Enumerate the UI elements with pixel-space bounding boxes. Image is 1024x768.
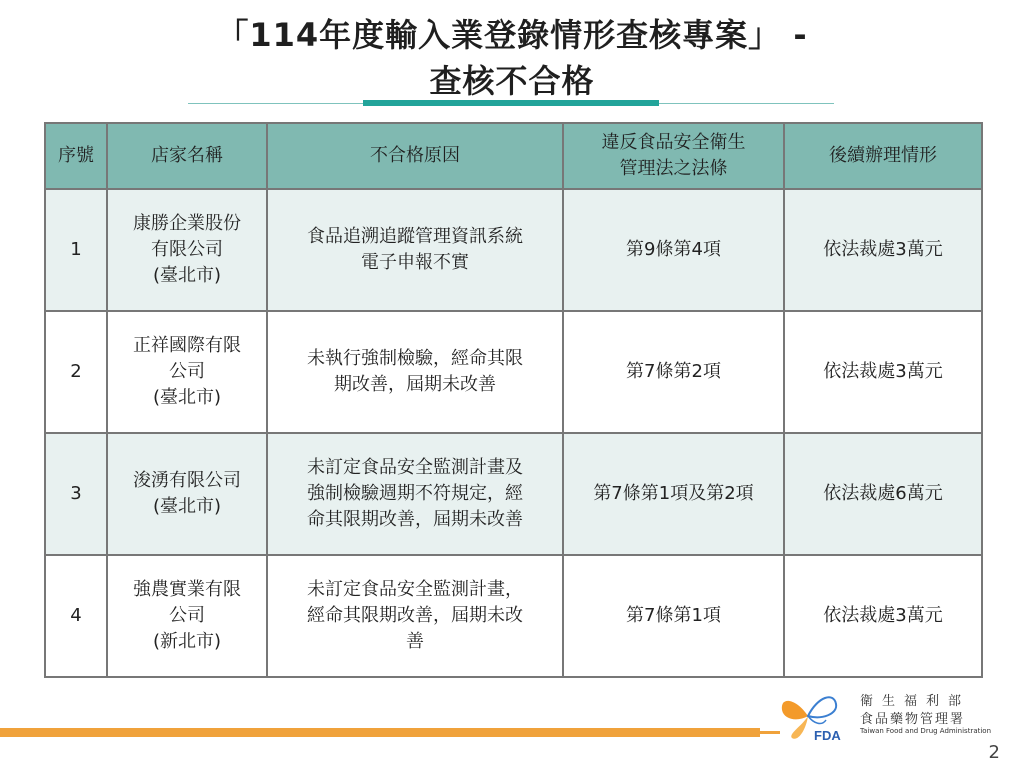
cell-follow-up: 依法裁處3萬元 xyxy=(784,311,982,433)
org-name-english: Taiwan Food and Drug Administration xyxy=(860,727,992,735)
cell-serial-no: 1 xyxy=(45,189,107,311)
cell-business-name: 康勝企業股份 有限公司 (臺北市) xyxy=(107,189,267,311)
fda-logo xyxy=(778,690,992,742)
cell-violated-law: 第9條第4項 xyxy=(563,189,784,311)
org-name-ministry: 衛生福利部 xyxy=(860,694,971,709)
cell-serial-no: 2 xyxy=(45,311,107,433)
cell-follow-up: 依法裁處3萬元 xyxy=(784,555,982,677)
header-follow-up: 後續辦理情形 xyxy=(784,123,982,189)
table-row xyxy=(45,433,982,555)
slide-title xyxy=(0,12,1024,104)
cell-business-name: 正祥國際有限 公司 (臺北市) xyxy=(107,311,267,433)
table-row xyxy=(45,311,982,433)
logo-mark-text: FDA xyxy=(814,728,841,742)
cell-follow-up: 依法裁處3萬元 xyxy=(784,189,982,311)
cell-serial-no: 4 xyxy=(45,555,107,677)
cell-serial-no: 3 xyxy=(45,433,107,555)
cell-failure-reason: 未執行強制檢驗，經命其限 期改善，屆期未改善 xyxy=(267,311,563,433)
footer-accent-bar xyxy=(0,728,760,737)
title-accent-bar xyxy=(363,100,659,106)
butterfly-logo-icon xyxy=(778,690,848,742)
header-failure-reason: 不合格原因 xyxy=(267,123,563,189)
header-serial-no: 序號 xyxy=(45,123,107,189)
cell-violated-law: 第7條第2項 xyxy=(563,311,784,433)
footer-accent-tail xyxy=(760,731,780,734)
cell-failure-reason: 食品追溯追蹤管理資訊系統 電子申報不實 xyxy=(267,189,563,311)
table-header-row xyxy=(45,123,982,189)
cell-violated-law: 第7條第1項及第2項 xyxy=(563,433,784,555)
cell-failure-reason: 未訂定食品安全監測計畫， 經命其限期改善，屆期未改 善 xyxy=(267,555,563,677)
org-name-agency: 食品藥物管理署 xyxy=(860,712,966,727)
slide-title-line-1: 「114年度輸入業登錄情形查核專案」 - xyxy=(216,16,808,54)
table-row xyxy=(45,555,982,677)
cell-failure-reason: 未訂定食品安全監測計畫及 強制檢驗週期不符規定，經 命其限期改善，屆期未改善 xyxy=(267,433,563,555)
table-row xyxy=(45,189,982,311)
cell-follow-up: 依法裁處6萬元 xyxy=(784,433,982,555)
inspection-results-table xyxy=(44,122,983,678)
page-number: 2 xyxy=(988,742,1000,763)
header-business-name: 店家名稱 xyxy=(107,123,267,189)
cell-business-name: 浚湧有限公司 (臺北市) xyxy=(107,433,267,555)
slide-title-line-2: 查核不合格 xyxy=(429,62,595,100)
header-violated-law: 違反食品安全衛生 管理法之法條 xyxy=(563,123,784,189)
cell-violated-law: 第7條第1項 xyxy=(563,555,784,677)
cell-business-name: 強農實業有限 公司 (新北市) xyxy=(107,555,267,677)
